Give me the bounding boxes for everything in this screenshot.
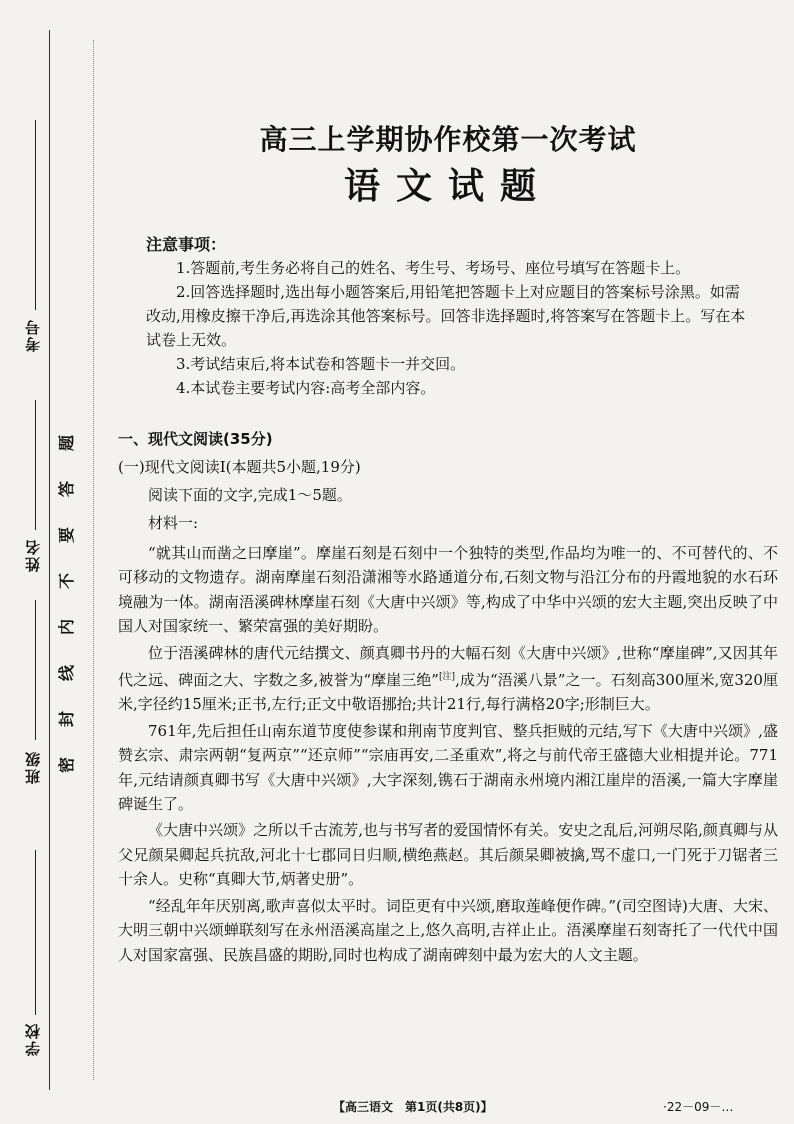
subsection-title: (一)现代文阅读Ⅰ(本题共5小题,19分): [118, 458, 361, 476]
seal-char: 题: [57, 435, 76, 452]
notice-item: 1.答题前,考生务必将自己的姓名、考生号、考场号、座位号填写在答题卡上。: [176, 259, 691, 277]
reading-passage: [118, 541, 778, 967]
passage-paragraph: [118, 641, 778, 717]
passage-paragraph: 761年,先后担任山南东道节度使参谋和荆南节度判官、整兵拒贼的元结,写下《大唐中兴颂》,盛赞玄宗、肃宗两朝“复两京”“还京师”“宗庙再安,二圣重欢”,将之与前代帝王盛德大业相提并论。771年,元结请颜真卿书写《大唐中兴颂》,大字深刻,镌石于湖南永州境内湘江崖岸的浯溪,一篇大字摩崖碑诞生了。: [118, 721, 778, 814]
seal-char: 密: [57, 757, 76, 774]
seal-char: 线: [57, 665, 76, 682]
exam-code: ·22－09－…: [663, 1100, 734, 1114]
paragraph-text: 位于浯溪碑林的唐代元结撰文、颜真卿书丹的大幅石刻《大唐中兴颂》,世称“摩崖碑”,又因其年代之远、碑面之大、字数之多,被誉为“摩崖三绝”: [118, 643, 778, 690]
seal-char: 答: [57, 481, 76, 498]
paragraph-text-tail: ,成为“浯溪八景”之一。石刻高300厘米,宽320厘米,字径约15厘米;正书,左行;正文中敬语挪抬;共计21行,每行满格20字;形制巨大。: [118, 671, 779, 714]
xingming-field[interactable]: [35, 400, 36, 530]
material-label: 材料一:: [148, 514, 199, 532]
footnote-marker: [注]: [438, 672, 456, 683]
notice-item: 3.考试结束后,将本试卷和答题卡一并交回。: [176, 355, 466, 373]
notice-item: 2.回答选择题时,选出每小题答案后,用铅笔把答题卡上对应题目的答案标号涂黑。如需改动,用橡皮擦干净后,再选涂其他答案标号。回答非选择题时,将答案写在答题卡上。写在本试卷上无效。: [146, 283, 746, 349]
page-number: 【高三语文 第1页(共8页)】: [333, 1100, 493, 1114]
binding-line: [49, 30, 50, 1090]
seal-char: 要: [57, 527, 76, 544]
kaohao-label: 考号: [24, 318, 42, 352]
notice-heading: 注意事项：: [146, 235, 227, 254]
banji-field[interactable]: [35, 600, 36, 740]
banji-label: 班级: [24, 750, 42, 784]
seal-char: 内: [57, 619, 76, 636]
passage-paragraph: “经乱年年厌别离,歌声喜似太平时。词臣更有中兴颂,磨取莲峰便作碑。”(司空图诗)大唐、大宋、大明三朝中兴颂蝉联刻写在永州浯溪高崖之上,悠久高明,吉祥止止。浯溪摩崖石刻寄托了一代代中国人对国家富强、民族昌盛的期盼,同时也构成了湖南碑刻中最为宏大的人文主题。: [118, 896, 778, 964]
subject-title: 语文试题: [343, 165, 552, 207]
kaohao-field[interactable]: [35, 120, 36, 310]
notice-list: [146, 256, 754, 400]
section-title: 一、现代文阅读(35分): [118, 430, 273, 448]
passage-paragraph: “就其山而凿之曰摩崖”。摩崖石刻是石刻中一个独特的类型,作品均为唯一的、不可替代的、不可移动的文物遗存。湖南摩崖石刻沿潇湘等水路通道分布,石刻文物与沿江分布的丹霞地貌的水石环境融为一体。湖南浯溪碑林摩崖石刻《大唐中兴颂》等,构成了中华中兴颂的宏大主题,突出反映了中国人对国家统一、繁荣富强的美好期盼。: [118, 544, 778, 636]
seal-dotted-line: [93, 40, 94, 1080]
notice-item: 4.本试卷主要考试内容:高考全部内容。: [176, 379, 436, 397]
reading-instruction: 阅读下面的文字,完成1～5题。: [148, 486, 352, 504]
xuexiao-label: 学校: [24, 1022, 42, 1056]
exam-title: 高三上学期协作校第一次考试: [259, 123, 637, 156]
seal-warning: [57, 420, 87, 788]
passage-paragraph: 《大唐中兴颂》之所以千古流芳,也与书写者的爱国情怀有关。安史之乱后,河朔尽陷,颜真卿与从父兄颜杲卿起兵抗敌,河北十七郡同日归顺,横绝燕赵。其后颜杲卿被擒,骂不虚口,一门死于刀锯者三十余人。史称“真卿大节,炳著史册”。: [118, 821, 778, 889]
seal-char: 封: [57, 711, 76, 728]
xuexiao-field[interactable]: [35, 850, 36, 1015]
binding-margin: [0, 0, 110, 1124]
seal-char: 不: [57, 573, 76, 590]
xingming-label: 姓名: [24, 538, 42, 572]
